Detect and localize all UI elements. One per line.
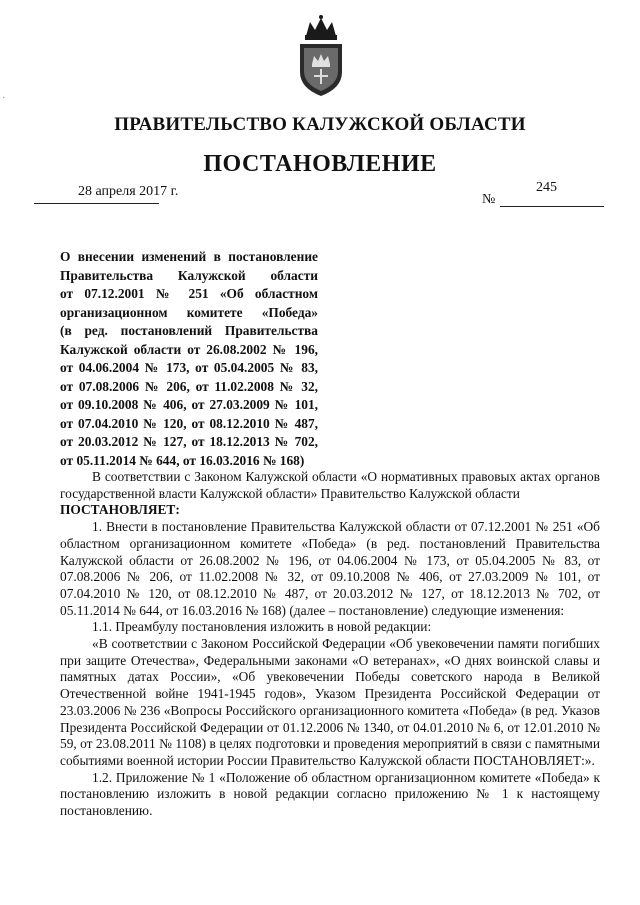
- subject-line: организационном комитете «Победа»: [60, 304, 318, 320]
- subject-line: Правительства Калужской области: [60, 267, 318, 283]
- subject-line: от 04.06.2004 № 173, от 05.04.2005 № 83,: [60, 360, 318, 375]
- scan-mark: ˙: [2, 96, 6, 107]
- subject-line: Калужской области от 26.08.2002 № 196,: [60, 341, 318, 357]
- number-underline: [500, 206, 604, 207]
- document-date: 28 апреля 2017 г.: [78, 184, 179, 199]
- subject-line: от 07.04.2010 № 120, от 08.12.2010 № 487,: [60, 415, 318, 431]
- intro-paragraph: В соответствии с Законом Калужской области «О нормативных правовых актах органов государственной власти Калужской области» Правительство Калужской области: [60, 469, 600, 501]
- kaluga-coat-of-arms-icon: [292, 14, 350, 98]
- document-body: [60, 469, 600, 820]
- paragraph-1-2: 1.2. Приложение № 1 «Положение об областном организационном комитете «Победа» к постановлению изложить в новой редакции согласно приложению № 1 к настоящему постановлению.: [60, 769, 600, 819]
- document-number: 245: [536, 180, 557, 195]
- document-subject: [60, 248, 318, 470]
- subject-line: от 07.08.2006 № 206, от 11.02.2008 № 32,: [60, 378, 318, 394]
- decree-word: ПОСТАНОВЛЯЕТ:: [60, 502, 180, 518]
- subject-line: от 05.11.2014 № 644, от 16.03.2016 № 168): [60, 452, 305, 468]
- paragraph-1-1: 1.1. Преамбулу постановления изложить в новой редакции:: [92, 619, 432, 635]
- government-title: ПРАВИТЕЛЬСТВО КАЛУЖСКОЙ ОБЛАСТИ: [114, 114, 526, 135]
- date-underline: [34, 203, 159, 204]
- subject-line: от 20.03.2012 № 127, от 18.12.2013 № 702,: [60, 434, 318, 449]
- subject-line: от 07.12.2001 № 251 «Об областном: [60, 286, 318, 301]
- document-type: ПОСТАНОВЛЕНИЕ: [203, 151, 437, 177]
- subject-line: от 09.10.2008 № 406, от 27.03.2009 № 101,: [60, 397, 318, 412]
- subject-line: (в ред. постановлений Правительства: [60, 323, 318, 338]
- quoted-preamble: «В соответствии с Законом Российской Федерации «Об увековечении памяти погибших при защите Отечества», Федеральными законами «О ветеранах», «О днях воинской славы и памятных датах России», «Об увековечении Победы советского народа в Великой Отечественной войне 1941-1945 годов», Указом Президента Российской Федерации от 23.03.2006 № 236 «Вопросы Российского организационного комитета «Победа» (в ред. Указов Президента Российской Федерации от 01.12.2006 № 1340, от 04.01.2010 № 6, от 12.01.2010 № 59, от 23.08.2011 № 1108) в целях подготовки и проведения мероприятий в связи с памятными событиями военной истории России Правительство Калужской области ПОСТАНОВЛЯЕТ:».: [60, 636, 600, 768]
- subject-line: О внесении изменений в постановление: [60, 249, 318, 264]
- number-sign: №: [482, 192, 496, 207]
- paragraph-1: 1. Внести в постановление Правительства Калужской области от 07.12.2001 № 251 «Об областном организационном комитете «Победа» (в ред. постановлений Правительства Калужской области от 26.08.2002 № 196, от 04.06.2004 № 173, от 05.04.2005 № 83, от 07.08.2006 № 206, от 11.02.2008 № 32, от 09.10.2008 № 406, от 27.03.2009 № 101, от 07.04.2010 № 120, от 08.12.2010 № 487, от 20.03.2012 № 127, от 18.12.2013 № 702, от 05.11.2014 № 644, от 16.03.2016 № 168) (далее – постановление) следующие изменения:: [60, 519, 600, 618]
